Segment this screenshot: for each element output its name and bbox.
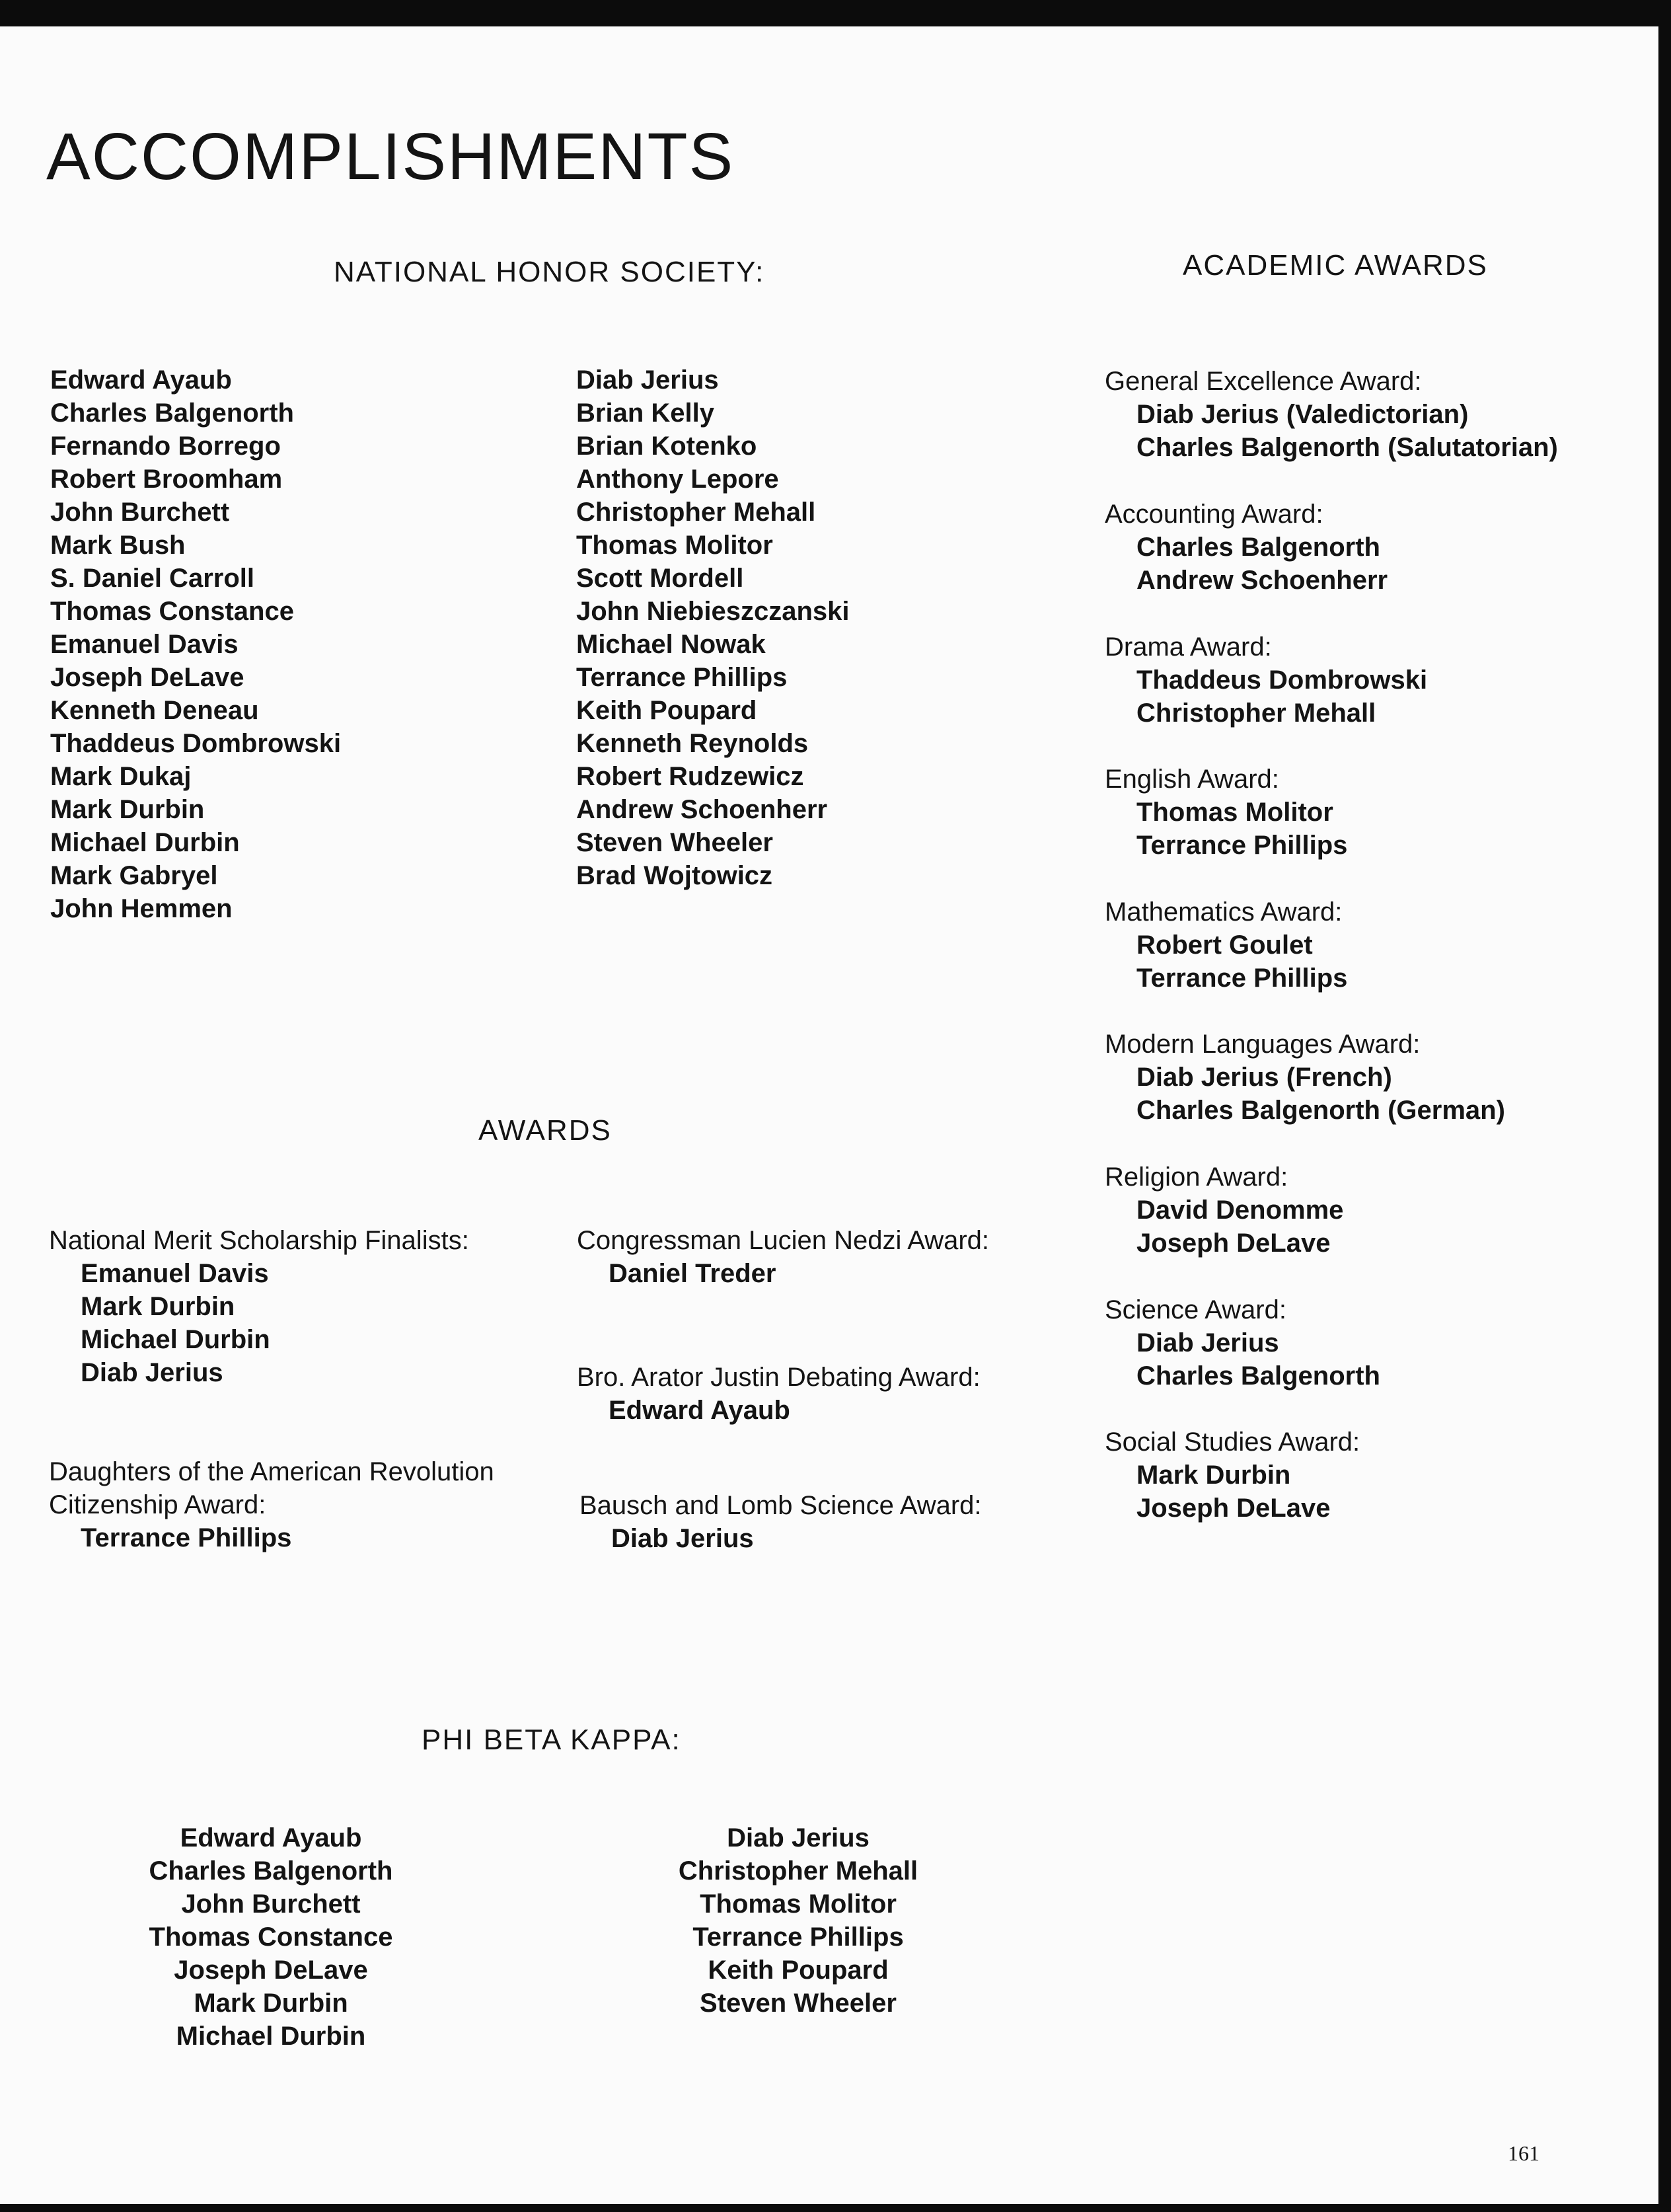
awards-heading: AWARDS	[478, 1114, 612, 1147]
award-nedzi	[577, 1224, 1079, 1290]
list-item: Mark Gabryel	[50, 861, 218, 890]
list-item: Anthony Lepore	[576, 465, 779, 494]
list-item: Keith Poupard	[576, 696, 757, 725]
list-item: Thomas Molitor	[700, 1889, 897, 1919]
academic-awards-heading: ACADEMIC AWARDS	[1183, 249, 1488, 282]
award-title: Social Studies Award:	[1105, 1428, 1360, 1457]
list-item: Michael Durbin	[176, 2022, 366, 2051]
award-title: Congressman Lucien Nedzi Award:	[577, 1226, 990, 1255]
nhs-column-2	[576, 363, 849, 892]
list-item: Robert Rudzewicz	[576, 762, 804, 791]
list-item: Scott Mordell	[576, 564, 744, 593]
award-title: Bausch and Lomb Science Award:	[579, 1491, 982, 1520]
award-national-merit	[49, 1224, 551, 1389]
list-item: Michael Durbin	[81, 1325, 270, 1354]
list-item: Christopher Mehall	[576, 498, 816, 527]
pbk-column-2	[640, 1821, 957, 2020]
list-item: Mark Dukaj	[50, 762, 192, 791]
award-recipients	[49, 1257, 551, 1389]
award-title: Drama Award:	[1105, 632, 1272, 662]
yearbook-page	[0, 26, 1658, 2204]
list-item: Keith Poupard	[708, 1956, 889, 1985]
list-item: Diab Jerius (Valedictorian)	[1136, 400, 1469, 429]
page-number: 161	[1508, 2141, 1540, 2165]
list-item: John Burchett	[181, 1889, 361, 1919]
list-item: Terrance Phillips	[692, 1923, 904, 1952]
award-debating	[577, 1361, 1079, 1427]
list-item: Michael Nowak	[576, 630, 766, 659]
award-title: Religion Award:	[1105, 1163, 1288, 1192]
list-item: Robert Goulet	[1136, 931, 1313, 960]
list-item: Thomas Constance	[50, 597, 294, 626]
award-title: Mathematics Award:	[1105, 897, 1343, 927]
list-item: Kenneth Reynolds	[576, 729, 809, 758]
list-item: Thomas Molitor	[576, 531, 773, 560]
award-recipients	[1105, 796, 1607, 862]
award-recipients	[577, 1394, 1079, 1427]
list-item: Diab Jerius (French)	[1136, 1063, 1392, 1092]
list-item: Robert Broomham	[50, 465, 283, 494]
list-item: Charles Balgenorth (Salutatorian)	[1136, 433, 1558, 462]
list-item: Terrance Phillips	[576, 663, 788, 692]
list-item: Thomas Constance	[149, 1923, 393, 1952]
list-item: Diab Jerius	[576, 365, 719, 395]
award-title: General Excellence Award:	[1105, 367, 1422, 396]
award-dar-citizenship	[49, 1455, 551, 1554]
list-item: Joseph DeLave	[1136, 1229, 1331, 1258]
award-recipients	[49, 1521, 551, 1554]
award-title: English Award:	[1105, 765, 1279, 794]
list-item: Terrance Phillips	[1136, 964, 1348, 993]
list-item: Steven Wheeler	[576, 828, 773, 857]
award-title-line-1: Daughters of the American Revolution	[49, 1457, 494, 1486]
list-item: Thomas Molitor	[1136, 798, 1333, 827]
award-recipients	[579, 1522, 1082, 1555]
list-item: Charles Balgenorth	[1136, 533, 1380, 562]
award-recipients	[1105, 1326, 1607, 1392]
award-social-studies	[1105, 1426, 1607, 1525]
award-title-line-2: Citizenship Award:	[49, 1490, 266, 1519]
list-item: John Burchett	[50, 498, 230, 527]
award-title: National Merit Scholarship Finalists:	[49, 1226, 469, 1255]
award-title: Accounting Award:	[1105, 500, 1323, 529]
list-item: Terrance Phillips	[81, 1523, 292, 1552]
list-item: Joseph DeLave	[174, 1956, 368, 1985]
list-item: Mark Durbin	[81, 1292, 235, 1321]
list-item: Joseph DeLave	[50, 663, 244, 692]
list-item: Terrance Phillips	[1136, 831, 1348, 860]
award-recipients	[1105, 929, 1607, 995]
award-recipients	[1105, 664, 1607, 730]
list-item: Charles Balgenorth (German)	[1136, 1096, 1505, 1125]
list-item: S. Daniel Carroll	[50, 564, 254, 593]
list-item: Emanuel Davis	[50, 630, 239, 659]
award-recipients	[577, 1257, 1079, 1290]
list-item: David Denomme	[1136, 1196, 1344, 1225]
list-item: Fernando Borrego	[50, 432, 281, 461]
nhs-heading: NATIONAL HONOR SOCIETY:	[334, 256, 765, 288]
award-recipients	[1105, 531, 1607, 597]
list-item: Mark Durbin	[1136, 1461, 1291, 1490]
award-accounting	[1105, 498, 1607, 597]
list-item: Thaddeus Dombrowski	[50, 729, 342, 758]
award-recipients	[1105, 1459, 1607, 1525]
list-item: Thaddeus Dombrowski	[1136, 666, 1428, 695]
award-recipients	[1105, 398, 1607, 464]
list-item: Mark Bush	[50, 531, 186, 560]
award-drama	[1105, 630, 1607, 730]
list-item: Michael Durbin	[50, 828, 240, 857]
award-title: Bro. Arator Justin Debating Award:	[577, 1363, 981, 1392]
award-mathematics	[1105, 896, 1607, 995]
pbk-column-1	[112, 1821, 429, 2053]
award-religion	[1105, 1161, 1607, 1260]
award-general-excellence	[1105, 365, 1607, 464]
list-item: Diab Jerius	[1136, 1328, 1279, 1357]
award-recipients	[1105, 1061, 1607, 1127]
list-item: Brian Kotenko	[576, 432, 757, 461]
award-title: Modern Languages Award:	[1105, 1030, 1421, 1059]
list-item: Edward Ayaub	[609, 1396, 790, 1425]
list-item: Daniel Treder	[609, 1259, 776, 1288]
list-item: Brad Wojtowicz	[576, 861, 773, 890]
list-item: Andrew Schoenherr	[576, 795, 828, 824]
list-item: Mark Durbin	[194, 1989, 348, 2018]
list-item: John Niebieszczanski	[576, 597, 850, 626]
award-english	[1105, 763, 1607, 862]
list-item: Andrew Schoenherr	[1136, 566, 1388, 595]
award-bausch-lomb	[579, 1489, 1082, 1555]
award-modern-languages	[1105, 1028, 1607, 1127]
list-item: Christopher Mehall	[678, 1856, 918, 1886]
list-item: Edward Ayaub	[180, 1823, 362, 1852]
award-title: Science Award:	[1105, 1295, 1286, 1324]
list-item: Diab Jerius	[727, 1823, 870, 1852]
list-item: Emanuel Davis	[81, 1259, 269, 1288]
list-item: Charles Balgenorth	[1136, 1361, 1380, 1391]
nhs-column-1	[50, 363, 341, 925]
list-item: Charles Balgenorth	[50, 399, 294, 428]
list-item: Joseph DeLave	[1136, 1494, 1331, 1523]
list-item: Edward Ayaub	[50, 365, 232, 395]
list-item: Mark Durbin	[50, 795, 205, 824]
list-item: Kenneth Deneau	[50, 696, 259, 725]
list-item: John Hemmen	[50, 894, 233, 923]
list-item: Christopher Mehall	[1136, 699, 1376, 728]
page-title: ACCOMPLISHMENTS	[46, 120, 735, 194]
award-science	[1105, 1293, 1607, 1392]
award-recipients	[1105, 1194, 1607, 1260]
list-item: Brian Kelly	[576, 399, 714, 428]
list-item: Diab Jerius	[611, 1524, 754, 1553]
pbk-heading: PHI BETA KAPPA:	[422, 1724, 681, 1756]
list-item: Steven Wheeler	[700, 1989, 897, 2018]
list-item: Diab Jerius	[81, 1358, 223, 1387]
list-item: Charles Balgenorth	[149, 1856, 393, 1886]
